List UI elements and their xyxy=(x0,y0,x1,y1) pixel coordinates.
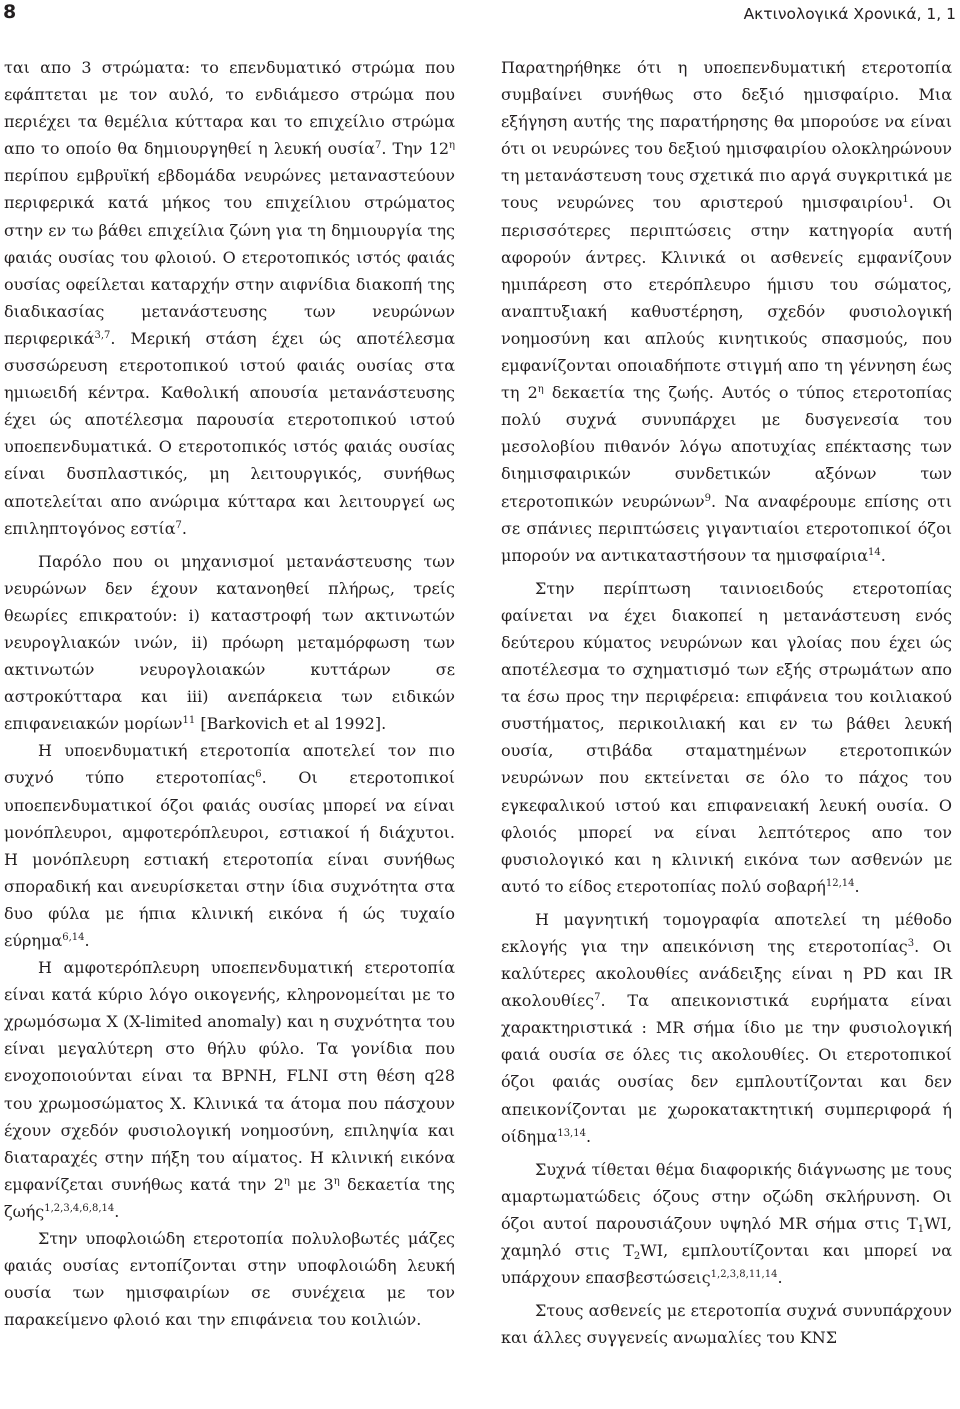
page-header xyxy=(0,0,960,40)
paragraph: Στην περίπτωση ταινιοειδούς ετεροτοπίας φαίνεται να έχει διακοπεί η μετανάστευση ενός δεύτερου κύματος νευρώνων και γλοίας που έχει ώς αποτέλεσμα το σχηματισμό των εξής στρωμάτων απο τα έσω προς την περιφέρεια: επιφάνεια του κοιλιακού συστήματος, περικοιλιακή και εν τω βάθει λευκή ουσία, στιβάδα σταματημένων ετεροτοπικών νευρώνων που εκτείνεται σε όλο το πάχος του εγκεφαλικού ιστού και επιφανειακή λευκή ουσία. Ο φλοιός μπορεί να είναι λεπτότερος απο τον φυσιολογικό και η κλινική εικόνα των ασθενών με αυτό το είδος ετεροτοπίας πολύ σοβαρή$^{12,14}$. xyxy=(501,578,952,896)
citation: 6,14 xyxy=(62,932,85,943)
citation: 13,14 xyxy=(557,1127,586,1139)
paragraph: Η μαγνητική τομογραφία αποτελεί τη μέθοδο εκλογής για την απεικόνιση της ετεροτοπίας$^3$. Οι καλύτερες ακολουθίες ανάδειξης είναι η PD και IR ακολουθίες$^7$. Τα απεικονιστικά ευρήματα είναι χαρακτηριστικά : MR σήμα ίδιο με την φυσιολογική φαιά ουσία σε όλες τις ακολουθίες. Οι ετεροτοπικοί όζοι φαιάς ουσίας δεν εμπλουτίζονται και δεν απεικονίζονται με χωροκατακτητική συμπεριφορά ή οίδημα$^{13,14}$. xyxy=(501,909,953,1146)
citation: 1,2,3,4,6,8,14 xyxy=(44,1202,115,1214)
citation: 1,2,3,8,11,14 xyxy=(710,1269,778,1281)
citation: 14 xyxy=(868,546,881,558)
left-column xyxy=(4,54,455,1333)
paragraph: Η υποενδυματική ετεροτοπία αποτελεί τον πιο συχνό τύπο ετεροτοπίας$^6$. Οι ετεροτοπικοί υποεπενδυματικοί όζοι φαιάς ουσίας μπορεί να είναι μονόπλευροι, αμφοτερόπλευροι, εστιακοί ή διάχυτοι. Η μονόπλευρη εστιακή ετεροτοπία είναι συνήθως σποραδική και ανευρίσκεται στην ίδια συχνότητα στα δυο φύλα με ήπια κλινική εικόνα ή ώς τυχαίο εύρημα$^{6,14}$. xyxy=(4,741,455,950)
running-header-journal: Ακτινολογικά Χρονικά, 1, 1 xyxy=(743,5,956,23)
paragraph: Παρατηρήθηκε ότι η υποεπενδυματική ετεροτοπία συμβαίνει συνήθως στο δεξιό ημισφαίριο. Μια εξήγηση αυτής της παρατήρησης θα μπορούσε να είναι ότι οι νευρώνες του δεξιού ημισφαιρίου ολοκληρώνουν τη μετανάστευση τους σχετικά πιο αργά συγκριτικά με τους νευρώνες του αριστερού ημισφαιρίου$^1$. Οι περισσότερες περιπτώσεις στην κατηγορία αυτή αφορούν άντρες. Κλινικά οι ασθενείς εμφανίζουν ημιπάρεση στο ετερόπλευρο ήμισυ του σώματος, αναπτυξιακή καθυστέρηση, σχεδόν φυσιολογική νοημοσύνη και απλούς κινητικούς σπασμούς, που εμφανίζονται οποιαδήποτε στιγμή απο τη γέννηση έως τη $2^\eta$ δεκαετία της ζωής. Αυτός ο τύπος ετεροτοπίας πολύ συχνά συνυπάρχει με δυσγενεσία του μεσολοβίου πιθανόν λόγω αποτυχίας επέκτασης των διημισφαιρικών συνδετικών αξόνων των ετεροτοπικών νευρώνων$^9$. Να αναφέρουμε επίσης οτι σε σπάνιες περιπτώσεις γιγαντιαίοι ετεροτοπικοί όζοι μπορούν να αντικαταστήσουν τα ημισφαίρια$^{14}$. xyxy=(501,58,953,565)
paragraph: ται απο 3 στρώματα: το επενδυματικό στρώμα που εφάπτεται με τον αυλό, το ενδιάμεσο στρώμα που περιέχει τα θεμέλια κύτταρα και το επιχείλιο στρώμα απο το οποίο θα δημιουργηθεί η λευκή ουσία$^7$. Την $12^\eta$ περίπου εμβρυϊκή εβδομάδα νευρώνες μεταναστεύουν περιφερικά κατά μήκος του επιχείλιου στρώματος στην εν τω βάθει επιχείλια ζώνη για τη δημιουργία της φαιάς ουσίας του φλοιού. Ο ετεροτοπικός ιστός φαιάς ουσίας οφείλεται καταρχήν στην αιφνίδια διακοπή της διαδικασίας μετανάστευσης των νευρώνων περιφερικά$^{3,7}$. Μερική στάση έχει ώς αποτέλεσμα συσσώρευση ετεροτοπικού ιστού φαιάς ουσίας στα ημιωειδή κέντρα. Καθολική απουσία μετανάστευσης έχει ώς αποτέλεσμα παρουσία ετεροτοπικού ιστού υποεπενδυματικά. Ο ετεροτοπικός ιστός φαιάς ουσίας είναι δυσπλαστικός, μη λειτουργικός, συνήθως αποτελείται απο ανώριμα κύτταρα και λειτουργεί ως επιληπτογόνος εστία$^7$. xyxy=(4,58,455,538)
paragraph: Στους ασθενείς με ετεροτοπία συχνά συνυπάρχουν και άλλες συγγενείς ανωμαλίες του ΚΝΣ xyxy=(501,1301,952,1348)
citation: 7 xyxy=(594,992,601,1004)
ordinal-superscript: η xyxy=(283,1175,290,1187)
subscript: 2 xyxy=(633,1251,641,1263)
citation: 1 xyxy=(902,194,909,206)
citation: 3,7 xyxy=(94,329,111,341)
citation: 9 xyxy=(704,492,711,504)
ordinal-superscript: η xyxy=(537,384,544,396)
ordinal-superscript: η xyxy=(449,140,455,152)
paragraph: Συχνά τίθεται θέμα διαφορικής διάγνωσης με τους αμαρτωματώδεις όζους στην οζώδη σκλήρυνση. Οι όζοι αυτοί παρουσιάζουν υψηλό MR σήμα στις $T_1WI$, χαμηλό στις $T_2WI$, εμπλουτίζονται και μπορεί να υπάρχουν επασβεστώσεις$^{1,2,3,8,11,14}$. xyxy=(501,1159,953,1288)
ordinal-superscript: η xyxy=(333,1175,340,1187)
page-number: 8 xyxy=(3,1,17,23)
citation: 12,14 xyxy=(825,877,855,889)
citation: 7 xyxy=(175,519,182,531)
citation: 6 xyxy=(255,769,262,781)
citation: 7 xyxy=(374,140,382,152)
paragraph: Παρόλο που οι μηχανισμοί μετανάστευσης των νευρώνων δεν έχουν κατανοηθεί πλήρως, τρείς θεωρίες επικρατούν: i) καταστροφή των ακτινωτών νευρογλιακών ινών, ii) πρόωρη μεταμόρφωση των ακτινωτών νευρογλοιακών κυττάρων σε αστροκύτταρα και iii) ανεπάρκεια των ειδικών επιφανειακών μορίων$^{11}$ [Barkovich et al 1992]. xyxy=(4,551,455,734)
right-column xyxy=(501,54,952,1351)
paragraph: Στην υποφλοιώδη ετεροτοπία πολυλοβωτές μάζες φαιάς ουσίας εντοπίζονται στην υποφλοιώδη λευκή ουσία των ημισφαιρίων σε συνέχεια με τον παρακείμενο φλοιό και την επιφάνεια του κοιλιών. xyxy=(4,1229,455,1330)
citation: 11 xyxy=(182,715,196,727)
subscript: 1 xyxy=(917,1223,925,1235)
citation: 3 xyxy=(907,938,915,949)
paragraph: Η αμφοτερόπλευρη υποεπενδυματική ετεροτοπία είναι κατά κύριο λόγο οικογενής, κληρονομείται με το χρωμόσωμα X (X-limited anomaly) και η συχνότητα του είναι μεγαλύτερη στο θήλυ φύλο. Τα γονίδια που ενοχοποιούνται είναι τα BPNH, FLNI στη θέση q28 του χρωμοσώματος X. Κλινικά τα άτομα που πάσχουν έχουν σχεδόν φυσιολογική νοημοσύνη, επιληψία και διαταραχές στην πήξη του αίματος. Η κλινική εικόνα εμφανίζεται συνήθως κατά την $2^\eta$ με $3^\eta$ δεκαετία της ζωής$^{1,2,3,4,6,8,14}$. xyxy=(4,958,455,1221)
